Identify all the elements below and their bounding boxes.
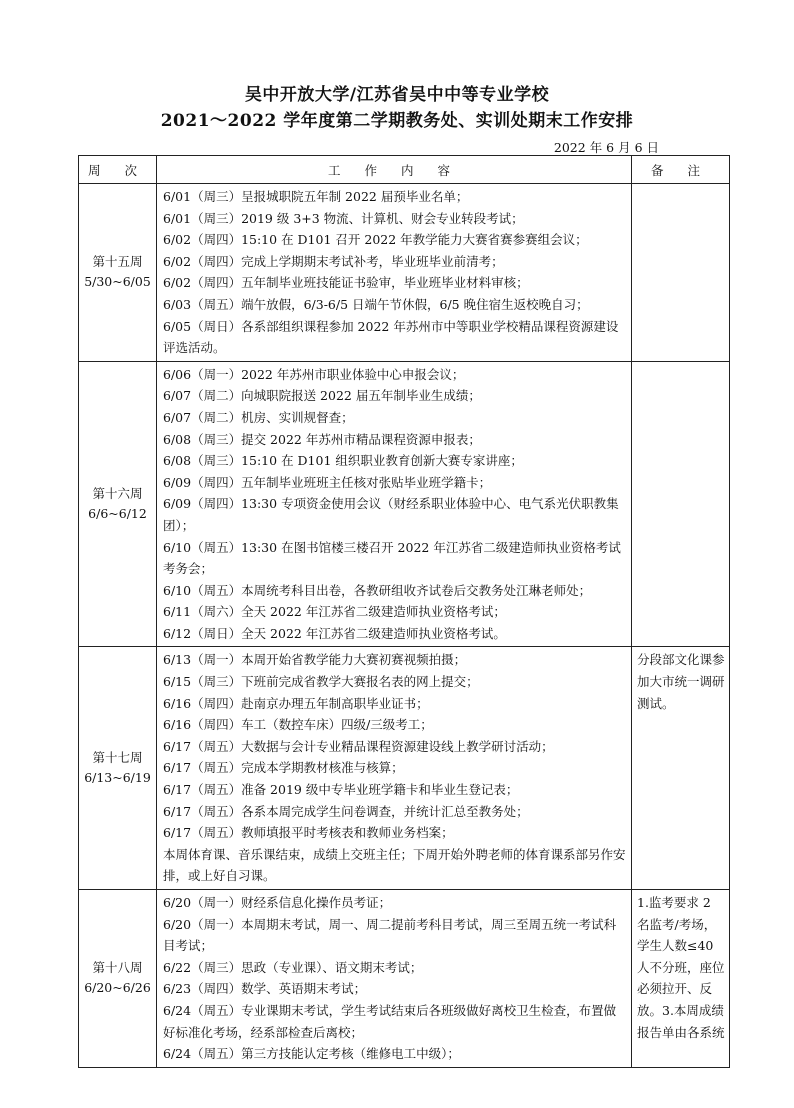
list-item: 6/20（周一）财经系信息化操作员考证；: [163, 895, 392, 910]
list-item: 6/09（周四）五年制毕业班班主任核对张贴毕业班学籍卡；: [163, 474, 492, 490]
list-item: 6/24（周五）第三方技能认定考核（维修电工中级）；: [163, 1046, 460, 1062]
list-item: 6/03（周五）端午放假，6/3-6/5 日端午节休假，6/5 晚住宿生返校晚自习；: [163, 296, 589, 312]
list-item: 6/08（周三）提交 2022 年苏州市精品课程资源申报表；: [163, 431, 481, 447]
list-item: 6/02（周四）完成上学期期末考试补考，毕业班毕业前清考；: [163, 253, 504, 269]
work-content-cell: [157, 184, 632, 362]
list-item: 6/10（周五）13:30 在图书馆楼三楼召开 2022 年江苏省二级建造师执业资格考试考务会；: [163, 539, 621, 577]
list-item: 6/09（周四）13:30 专项资金使用会议（财经系职业体验中心、电气系光伏职教集团）；: [163, 496, 619, 533]
list-item: 6/11（周六）全天 2022 年江苏省二级建造师执业资格考试；: [163, 604, 506, 620]
week-cell: [79, 647, 157, 890]
note-cell: [632, 184, 730, 362]
col-header-notes: 备 注: [632, 156, 730, 184]
list-item: 6/01（周三）2019 级 3+3 物流、计算机、财会专业转段考试；: [163, 210, 524, 226]
week-name: 第十六周: [92, 486, 143, 502]
list-item: 6/07（周二）机房、实训规督查；: [163, 409, 354, 425]
col-header-week: 周 次: [79, 156, 157, 184]
list-item: 6/07（周二）向城职院报送 2022 届五年制毕业生成绩；: [163, 388, 481, 404]
table-header-row: [79, 156, 730, 184]
document-date: 2022 年 6 月 6 日: [553, 140, 659, 155]
week-name: 第十五周: [92, 254, 143, 270]
list-item: 6/05（周日）各系部组织课程参加 2022 年苏州市中等职业学校精品课程资源建设评选活动。: [163, 318, 619, 356]
table-row: [79, 184, 730, 362]
week-name: 第十七周: [92, 750, 143, 766]
list-item: 6/12（周日）全天 2022 年江苏省二级建造师执业资格考试。: [163, 625, 506, 641]
week-range: 6/6~6/12: [88, 506, 147, 522]
list-item: 6/17（周五）完成本学期教材核准与核算；: [163, 760, 404, 776]
week-range: 5/30~6/05: [84, 274, 151, 290]
week-range: 6/20~6/26: [84, 980, 151, 996]
work-content-cell: [157, 647, 632, 890]
list-item: 6/01（周三）呈报城职院五年制 2022 届预毕业名单；: [163, 189, 469, 204]
work-content-cell: [157, 890, 632, 1068]
list-item: 6/16（周四）车工（数控车床）四级/三级考工；: [163, 717, 433, 733]
week-cell: [79, 184, 157, 362]
document-title: 吴中开放大学/江苏省吴中中等专业学校: [244, 85, 550, 105]
list-item: 6/22（周三）思政（专业课）、语文期末考试；: [163, 959, 423, 975]
week-range: 6/13~6/19: [84, 770, 151, 786]
note-cell: 分段部文化课参加大市统一调研测试。: [632, 647, 730, 890]
list-item: 6/08（周三）15:10 在 D101 组织职业教育创新大赛专家讲座；: [163, 453, 523, 469]
work-content-cell: [157, 361, 632, 647]
week-cell: [79, 890, 157, 1068]
week-cell: [79, 361, 157, 647]
list-item: 6/17（周五）各系本周完成学生问卷调查，并统计汇总至教务处；: [163, 803, 529, 819]
col-header-content: 工 作 内 容: [157, 156, 632, 184]
list-item: 6/02（周四）15:10 在 D101 召开 2022 年教学能力大赛省赛参赛组会议；: [163, 232, 588, 248]
list-item: 6/10（周五）本周统考科目出卷，各教研组收齐试卷后交教务处江琳老师处；: [163, 582, 592, 598]
list-item: 6/13（周一）本周开始省教学能力大赛初赛视频拍摄；: [163, 652, 467, 668]
list-item: 6/06（周一）2022 年苏州市职业体验中心申报会议；: [163, 366, 465, 382]
table-row: [79, 890, 730, 1068]
list-item: 6/15（周三）下班前完成省教学大赛报名表的网上提交；: [163, 674, 479, 690]
list-item: 6/02（周四）五年制毕业班技能证书验审，毕业班毕业材料审核；: [163, 275, 529, 291]
list-item: 6/17（周五）大数据与会计专业精品课程资源建设线上教学研讨活动；: [163, 738, 554, 754]
list-item: 6/24（周五）专业课期末考试，学生考试结束后各班级做好离校卫生检查，布置做好标准化考场，经系部检查后离校；: [163, 1002, 617, 1040]
note-cell: [632, 361, 730, 647]
list-item: 6/16（周四）赴南京办理五年制高职毕业证书；: [163, 695, 429, 711]
schedule-table: [78, 155, 730, 1068]
list-item: 6/17（周五）准备 2019 级中专毕业班学籍卡和毕业生登记表；: [163, 782, 519, 798]
table-row: [79, 361, 730, 647]
note-cell: 1.监考要求 2 名监考/考场，学生人数≤40 人不分班，座位必须拉开、反放。3.本周成绩报告单由各系统: [632, 890, 730, 1068]
document-subtitle: 2021～2022 学年度第二学期教务处、实训处期末工作安排: [160, 111, 634, 131]
list-item: 6/20（周一）本周期末考试，周一、周二提前考科目考试，周三至周五统一考试科目考试；: [163, 916, 617, 954]
list-item: 6/23（周四）数学、英语期末考试；: [163, 981, 367, 997]
week-name: 第十八周: [92, 960, 143, 976]
list-item: 本周体育课、音乐课结束，成绩上交班主任；下周开始外聘老师的体育课系部另作安排，或上好自习课。: [163, 846, 626, 884]
list-item: 6/17（周五）教师填报平时考核表和教师业务档案；: [163, 825, 454, 841]
table-row: [79, 647, 730, 890]
